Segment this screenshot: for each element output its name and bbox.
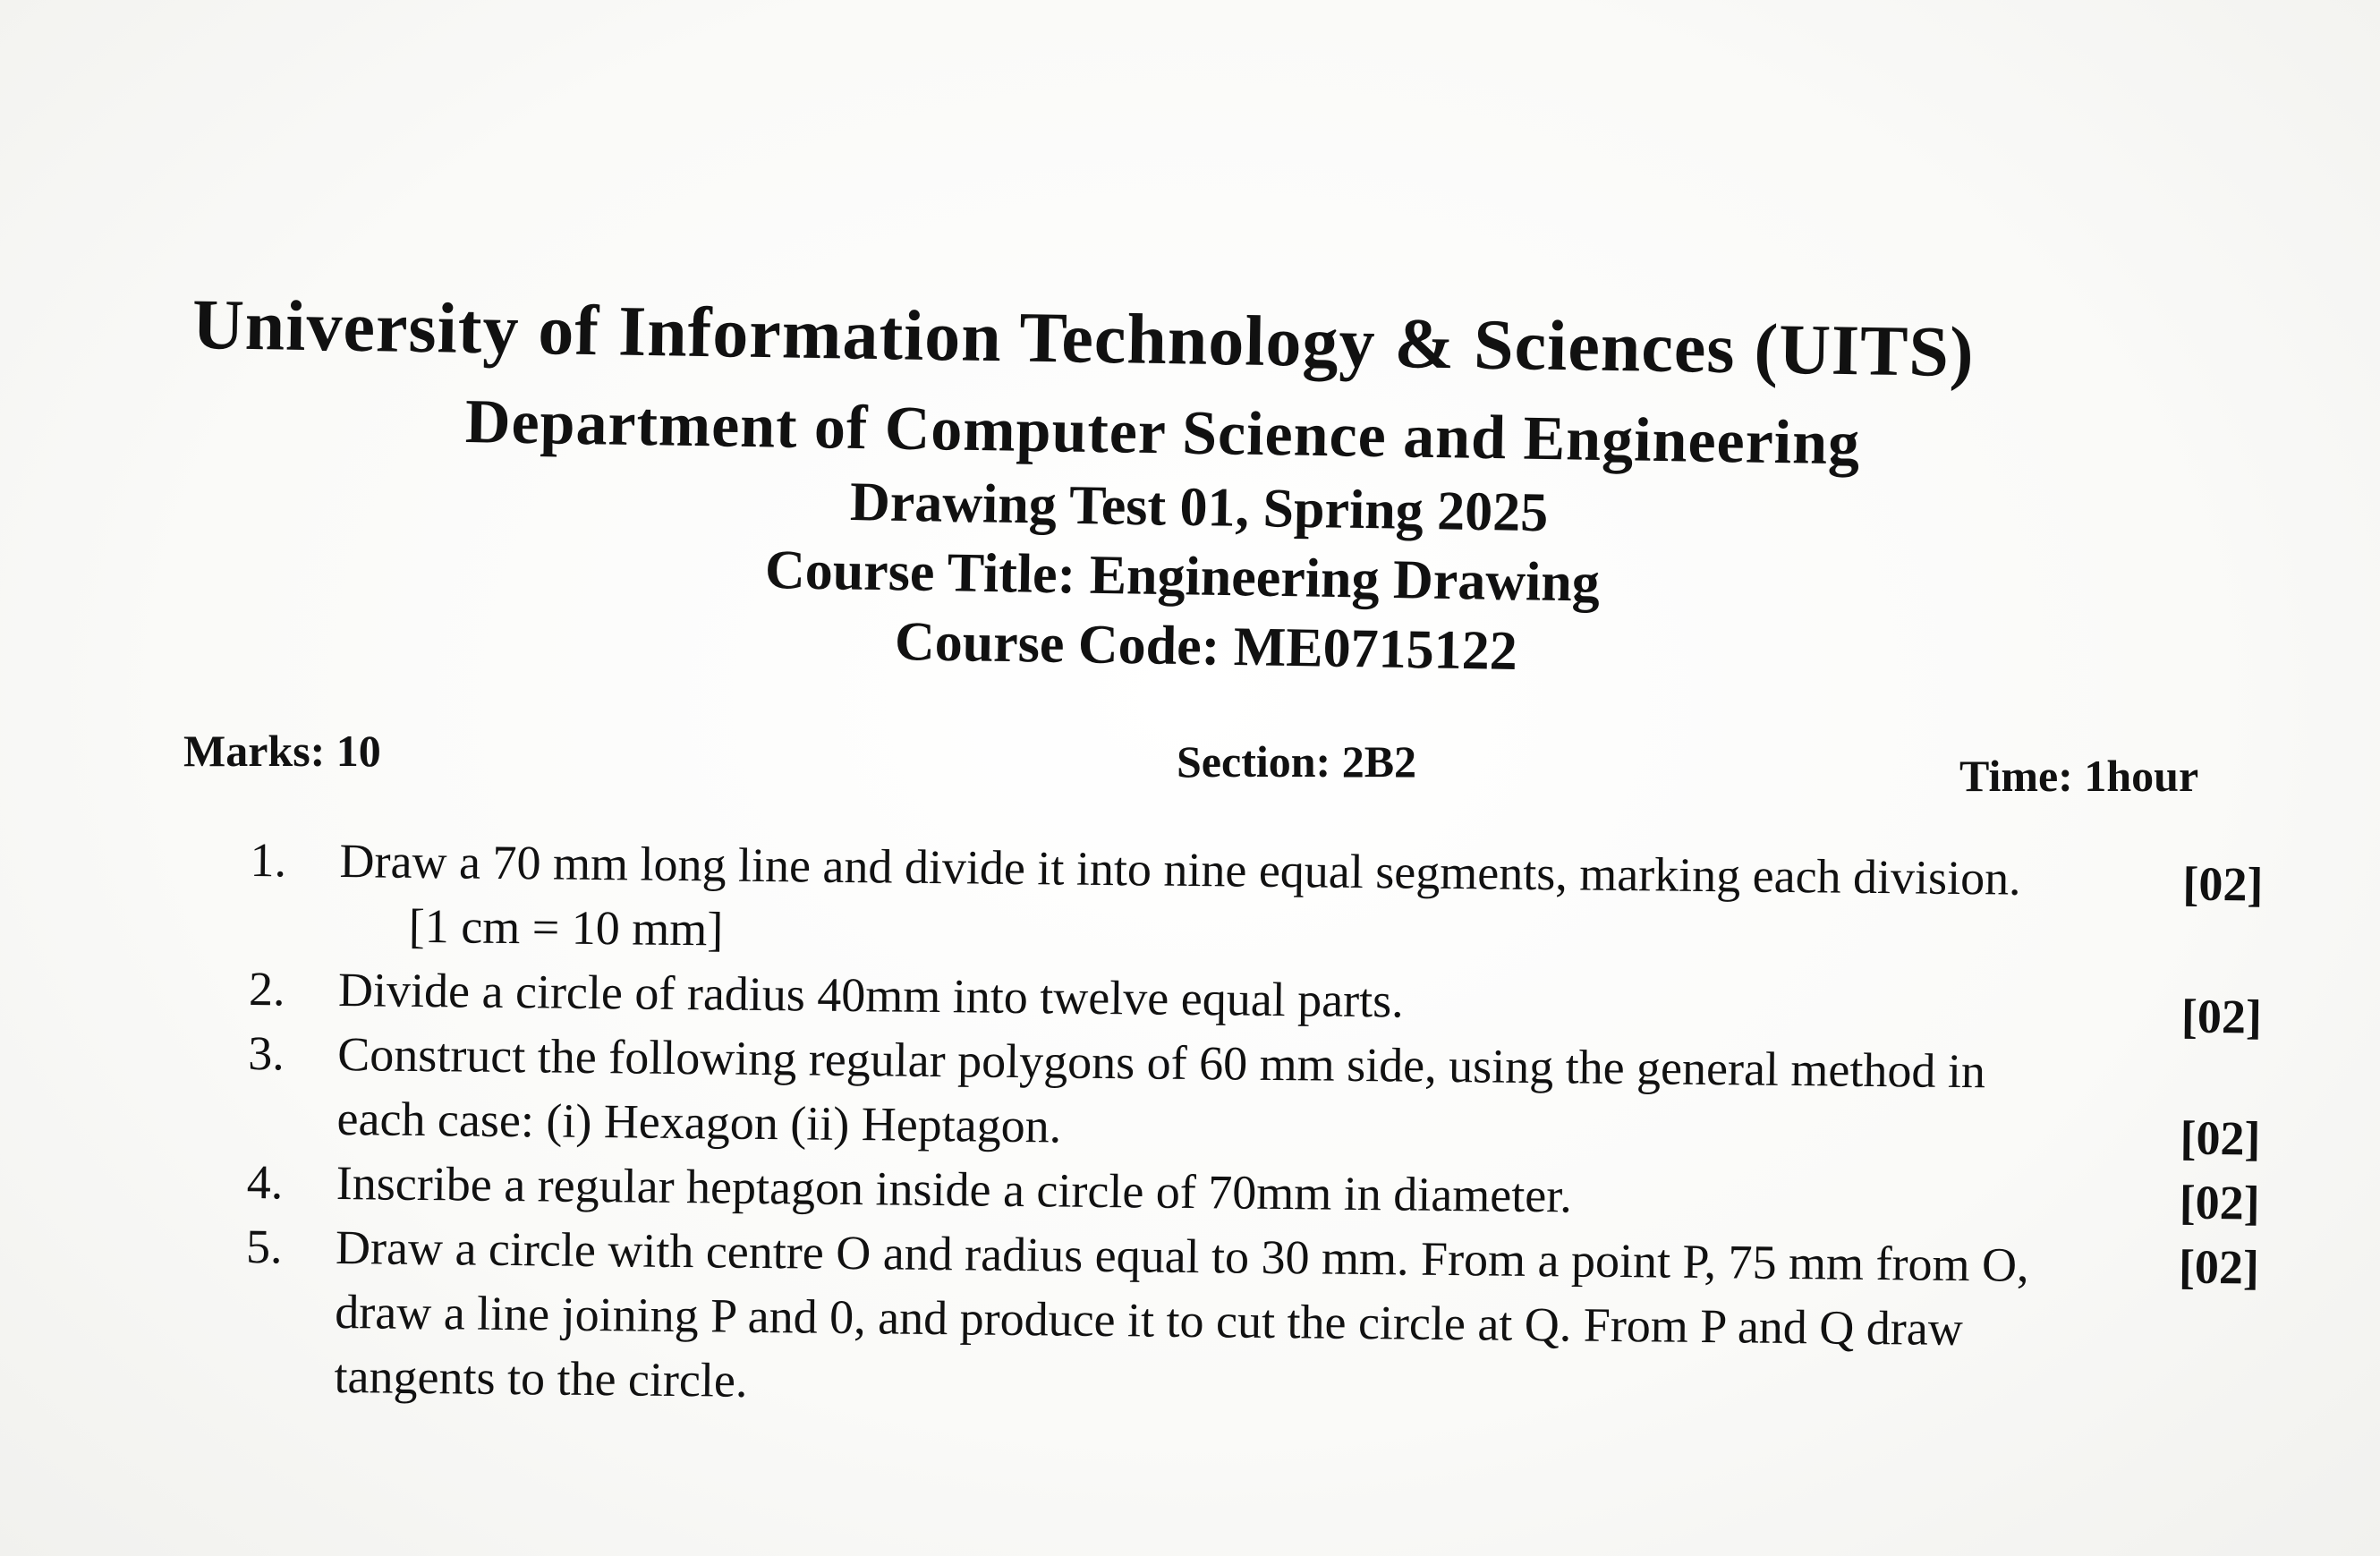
university-name: University of Information Technology & Sciences (UITS) xyxy=(191,285,1976,393)
total-marks: Marks: 10 xyxy=(183,726,381,776)
question-number: 3. xyxy=(248,1025,285,1081)
question-text: Construct the following regular polygons of 60 mm side, using the general method in each case: (i) Hexagon (ii) Heptagon. xyxy=(336,1027,1986,1153)
course-code: Course Code: ME0715122 xyxy=(894,611,1518,682)
question-number: 2. xyxy=(248,961,285,1016)
question-text-body: Draw a 70 mm long line and divide it into nine equal segments, marking each division. xyxy=(339,834,2021,906)
question-number: 5. xyxy=(245,1219,283,1274)
question-marks: [02] xyxy=(2180,1110,2261,1166)
test-title: Drawing Test 01, Spring 2025 xyxy=(849,472,1549,544)
question-marks: [02] xyxy=(2182,856,2264,912)
course-title: Course Title: Engineering Drawing xyxy=(764,540,1601,614)
question-text: Inscribe a regular heptagon inside a circle of 70mm in diameter. xyxy=(336,1156,1573,1223)
question-list xyxy=(244,828,2264,1429)
question-text: Draw a circle with centre O and radius equal to 30 mm. From a point P, 75 mm from O, draw a line joining P and 0, and produce it to cut the circle at Q. From P and Q draw tangents to the circle. xyxy=(334,1220,2029,1407)
question-item xyxy=(249,828,2263,978)
question-number: 1. xyxy=(250,832,287,888)
question-number: 4. xyxy=(246,1154,284,1210)
section-label: Section: 2B2 xyxy=(1177,736,1417,787)
question-marks: [02] xyxy=(2179,1175,2261,1230)
question-text: Divide a circle of radius 40mm into twelve equal parts. xyxy=(337,963,1404,1028)
question-marks: [02] xyxy=(2178,1239,2260,1295)
question-marks: [02] xyxy=(2180,989,2263,1044)
time-limit: Time: 1hour xyxy=(1959,751,2199,801)
scale-note: [1 cm = 10 mm] xyxy=(408,898,724,957)
question-item xyxy=(244,1214,2259,1429)
question-text xyxy=(338,829,2084,975)
department-name: Department of Computer Science and Engineering xyxy=(464,387,1861,479)
question-item xyxy=(247,1021,2261,1171)
